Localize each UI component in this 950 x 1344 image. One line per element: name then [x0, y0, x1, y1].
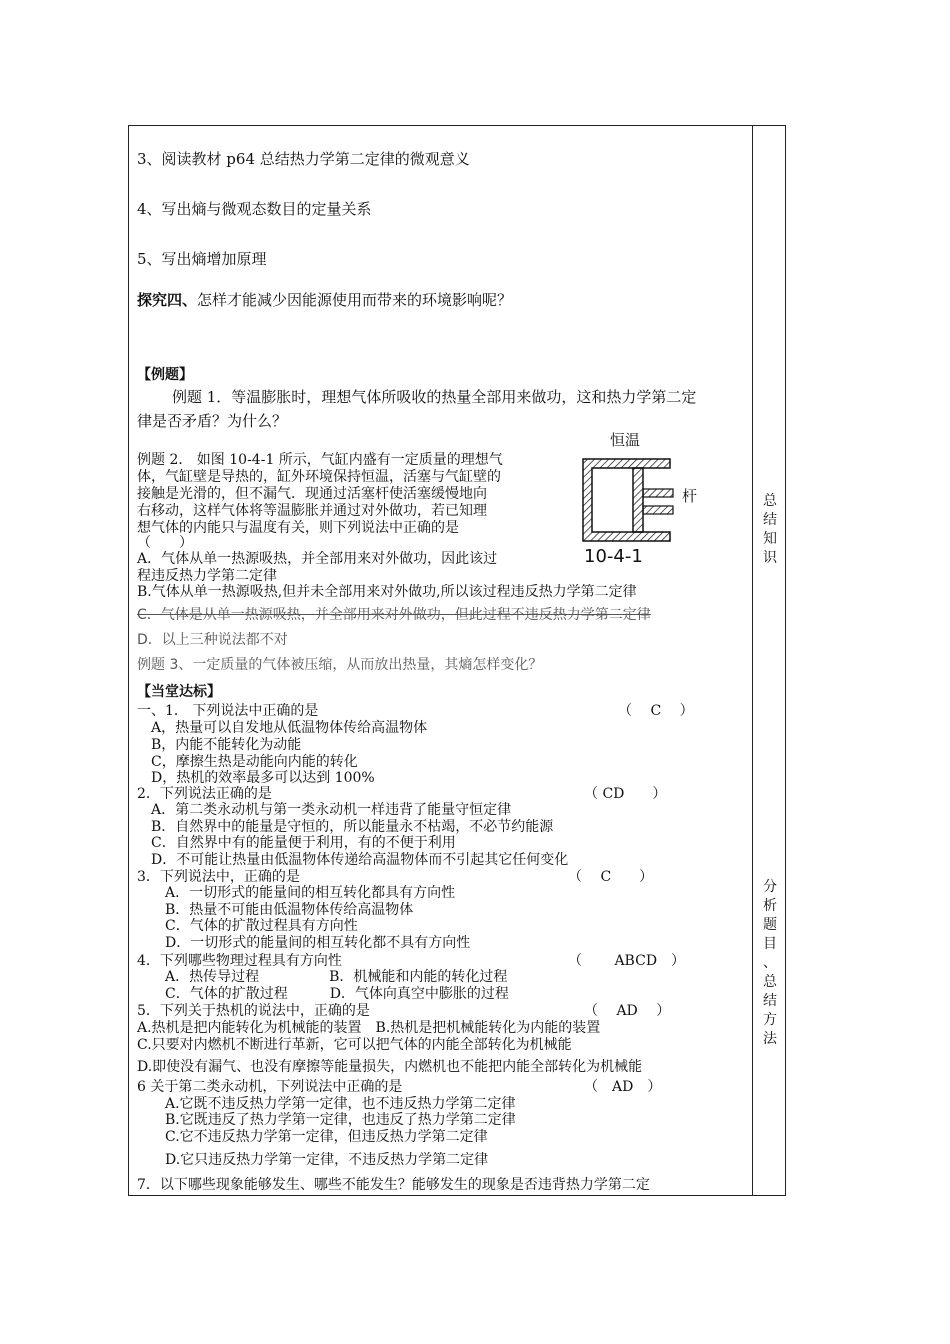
example-2-option-a-line-1: A．气体从单一热源吸热，并全部用来对外做功，因此该过	[137, 551, 498, 567]
practice-line: 6 关于第二类永动机，下列说法中正确的是	[137, 1079, 403, 1095]
side-char: 目	[763, 936, 777, 952]
practice-line: D.即使没有漏气、也没有摩擦等能量损失，内燃机也不能把内能全部转化为机械能	[137, 1059, 643, 1075]
practice-line: 2．下列说法正确的是	[137, 786, 272, 802]
explore-4	[137, 292, 512, 309]
practice-line: A，热量可以自发地从低温物体传给高温物体	[137, 720, 428, 736]
side-char: 、	[763, 955, 777, 971]
practice-line: B.它既违反了热力学第一定律，也违反了热力学第二定律	[137, 1112, 516, 1128]
practice-line: C.它不违反热力学第一定律，但违反热力学第二定律	[137, 1129, 488, 1145]
example-2-line: 体，气缸壁是导热的，缸外环境保持恒温，活塞与气缸壁的	[137, 469, 501, 485]
example-2-option-b: B.气体从单一热源吸热,但并未全部用来对外做功,所以该过程违反热力学第二定律	[137, 584, 637, 600]
example-3: 例题 3、一定质量的气体被压缩，从而放出热量，其熵怎样变化？	[137, 657, 543, 673]
side-char: 方	[763, 1012, 777, 1028]
cylinder-figure	[578, 454, 698, 544]
practice-line: 5．下列关于热机的说法中，正确的是	[137, 1003, 370, 1019]
practice-answer: （ CD ）	[584, 786, 667, 802]
practice-line: D.它只违反热力学第一定律，不违反热力学第二定律	[137, 1152, 489, 1168]
example-2-option-c: C．气体是从单一热源吸热，并全部用来对外做功，但此过程不违反热力学第二定律	[137, 607, 651, 623]
practice-line: A.热机是把内能转化为机械能的装置 B.热机是把机械能转化为内能的装置	[137, 1020, 601, 1036]
side-column-divider	[752, 125, 753, 1196]
item-5: 5、写出熵增加原理	[137, 250, 267, 268]
practice-answer: （ AD ）	[584, 1003, 671, 1019]
practice-line: D．不可能让热量由低温物体传递给高温物体而不引起其它任何变化	[137, 852, 569, 868]
practice-line: B，内能不能转化为动能	[137, 737, 302, 753]
figure-caption: 10-4-1	[584, 546, 643, 567]
example-2-line: 想气体的内能只与温度有关，则下列说法中正确的是	[137, 520, 459, 536]
item-3: 3、阅读教材 p64 总结热力学第二定律的微观意义	[137, 150, 470, 168]
practice-line: C，摩擦生热是动能向内能的转化	[137, 754, 358, 770]
practice-line: 4．下列哪些物理过程具有方向性	[137, 953, 342, 969]
explore-4-text: 怎样才能减少因能源使用而带来的环境影响呢？	[197, 291, 513, 309]
practice-line: C．自然界中有的能量便于利用，有的不便于利用	[137, 835, 456, 851]
example-2-option-a-line-2: 程违反热力学第二定律	[137, 568, 277, 584]
cylinder-wall	[583, 459, 670, 541]
figure-label-rod: 杆	[682, 487, 698, 505]
practice-answer: （ C ）	[618, 703, 694, 719]
practice-line: B．热量不可能由低温物体传给高温物体	[137, 902, 414, 918]
side-char: 题	[763, 917, 777, 933]
side-char: 总	[763, 493, 777, 509]
piston-rod-top	[643, 489, 673, 497]
practice-line: A.它既不违反热力学第一定律，也不违反热力学第二定律	[137, 1096, 516, 1112]
practice-line: C．气体的扩散过程具有方向性	[137, 918, 358, 934]
practice-heading: 【当堂达标】	[137, 684, 221, 700]
example-1-line-1: 例题 1．等温膨胀时，理想气体所吸收的热量全部用来做功，这和热力学第二定	[172, 388, 697, 406]
example-2-line: （ ）	[137, 535, 193, 551]
side-char: 析	[763, 898, 777, 914]
example-1-line-2: 律是否矛盾？为什么？	[137, 412, 288, 430]
piston-rod-bottom	[643, 506, 673, 514]
practice-line: 3．下列说法中，正确的是	[137, 869, 300, 885]
practice-line: D．一切形式的能量间的相互转化都不具有方向性	[137, 935, 471, 951]
figure-label-constant-temp: 恒温	[610, 431, 641, 449]
practice-line: A．热传导过程 B．机械能和内能的转化过程	[137, 969, 508, 985]
side-label-analyze-summarize	[760, 878, 780, 1049]
side-char: 知	[763, 531, 777, 547]
practice-line: C．气体的扩散过程 D．气体向真空中膨胀的过程	[137, 986, 509, 1002]
explore-4-label: 探究四、	[137, 291, 198, 309]
side-char: 结	[763, 993, 777, 1009]
side-char: 总	[763, 974, 777, 990]
piston	[633, 468, 643, 532]
practice-line: 一、1． 下列说法中正确的是	[137, 703, 319, 719]
example-2-line: 右移动，这样气体将等温膨胀并通过对外做功，若已知理	[137, 503, 487, 519]
practice-answer: （ C ）	[568, 869, 654, 885]
examples-heading: 【例题】	[137, 367, 193, 383]
side-char: 法	[763, 1031, 777, 1047]
practice-line: B．自然界中的能量是守恒的，所以能量永不枯竭，不必节约能源	[137, 819, 554, 835]
practice-line: C.只要对内燃机不断进行革新，它可以把气体的内能全部转化为机械能	[137, 1037, 572, 1053]
practice-line: D，热机的效率最多可以达到 100%	[137, 770, 375, 786]
practice-line: A．第二类永动机与第一类永动机一样违背了能量守恒定律	[137, 802, 512, 818]
practice-line: A．一切形式的能量间的相互转化都具有方向性	[137, 885, 456, 901]
side-label-summary-knowledge	[760, 492, 780, 568]
side-char: 结	[763, 512, 777, 528]
practice-line: 7．以下哪些现象能够发生、哪些不能发生？能够发生的现象是否违背热力学第二定	[137, 1177, 650, 1193]
example-2-line: 接触是光滑的，但不漏气．现通过活塞杆使活塞缓慢地向	[137, 486, 487, 502]
practice-answer: （ AD ）	[584, 1079, 662, 1095]
example-2-option-d: D．以上三种说法都不对	[137, 632, 288, 648]
item-4: 4、写出熵与微观态数目的定量关系	[137, 200, 372, 218]
practice-answer: （ ABCD ）	[568, 953, 686, 969]
side-char: 识	[763, 550, 777, 566]
side-char: 分	[763, 879, 777, 895]
example-2-line: 例题 2． 如图 10-4-1 所示，气缸内盛有一定质量的理想气	[137, 452, 503, 468]
